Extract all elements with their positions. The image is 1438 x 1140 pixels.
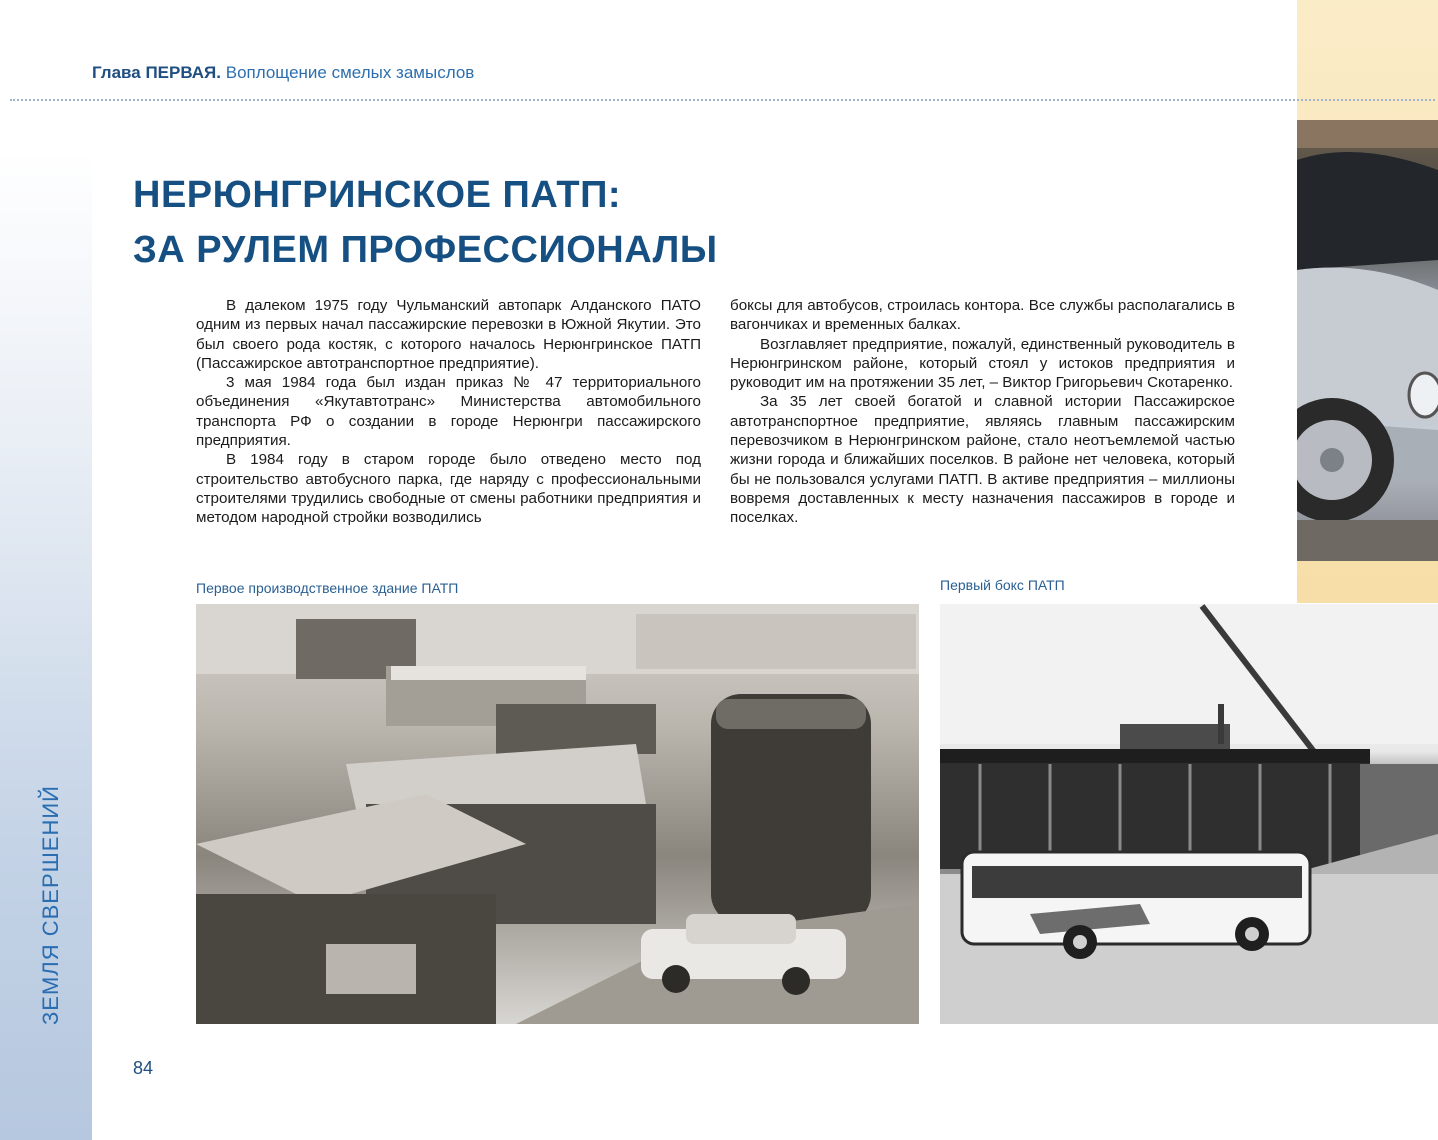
paragraph: За 35 лет своей богатой и славной истории Пассажирское автотранспортное предприятие, являясь главным пассажирским перевозчиком в Нерюнгринском районе, стало неотъемлемой частью жизни города и ближайших поселков. В районе нет человека, который бы не пользовался услугами ПАТП. В активе предприятия – миллионы вовремя доставленных к месту назначения пассажиров в городе и поселках. xyxy=(730,393,1235,527)
article-title xyxy=(133,168,718,278)
page-number: 84 xyxy=(133,1058,154,1078)
text-column-1 xyxy=(196,296,701,528)
car-illustration xyxy=(1297,120,1438,561)
photo-first-building xyxy=(196,604,919,1024)
photo-caption-1: Первое производственное здание ПАТП xyxy=(196,580,459,596)
chapter-header xyxy=(92,63,474,83)
dotted-divider xyxy=(10,99,1435,101)
photo-first-box xyxy=(940,604,1438,1024)
vertical-series-title: ЗЕМЛЯ СВЕРШЕНИЙ xyxy=(38,785,63,1025)
photo-caption-2: Первый бокс ПАТП xyxy=(940,577,1065,593)
building-scene-illustration xyxy=(196,604,919,1024)
chapter-label: Глава ПЕРВАЯ. xyxy=(92,63,221,82)
title-line-1: НЕРЮНГРИНСКОЕ ПАТП: xyxy=(133,174,622,216)
car-photo-right xyxy=(1297,120,1438,561)
chapter-subtitle: Воплощение смелых замыслов xyxy=(225,63,475,82)
text-column-2 xyxy=(730,296,1235,528)
paragraph: В 1984 году в старом городе было отведено место под строительство автобусного парка, где наряду с профессиональными строителями трудились свободные от смены работники предприятия и методом народной стройки возводились xyxy=(196,451,701,527)
paragraph: В далеком 1975 году Чульманский автопарк Алданского ПАТО одним из первых начал пассажирские перевозки в Южной Якутии. Это был своего рода костяк, с которого началось Нерюнгринское ПАТП (Пассажирское автотранспортное предприятие). xyxy=(196,297,701,372)
bus-box-illustration xyxy=(940,604,1438,1024)
paragraph: Возглавляет предприятие, пожалуй, единственный руководитель в Нерюнгринском районе, который стоял у истоков предприятия и руководит им на протяжении 35 лет, – Виктор Григорьевич Скотаренко. xyxy=(730,335,1235,392)
title-line-2: ЗА РУЛЕМ ПРОФЕССИОНАЛЫ xyxy=(133,229,718,271)
paragraph: боксы для автобусов, строилась контора. Все службы располагались в вагончиках и временных балках. xyxy=(730,297,1235,334)
paragraph: 3 мая 1984 года был издан приказ № 47 территориального объединения «Якутавтотранс» Министерства автомобильного транспорта РФ о создании в городе Нерюнгри пассажирского предприятия. xyxy=(196,374,701,450)
